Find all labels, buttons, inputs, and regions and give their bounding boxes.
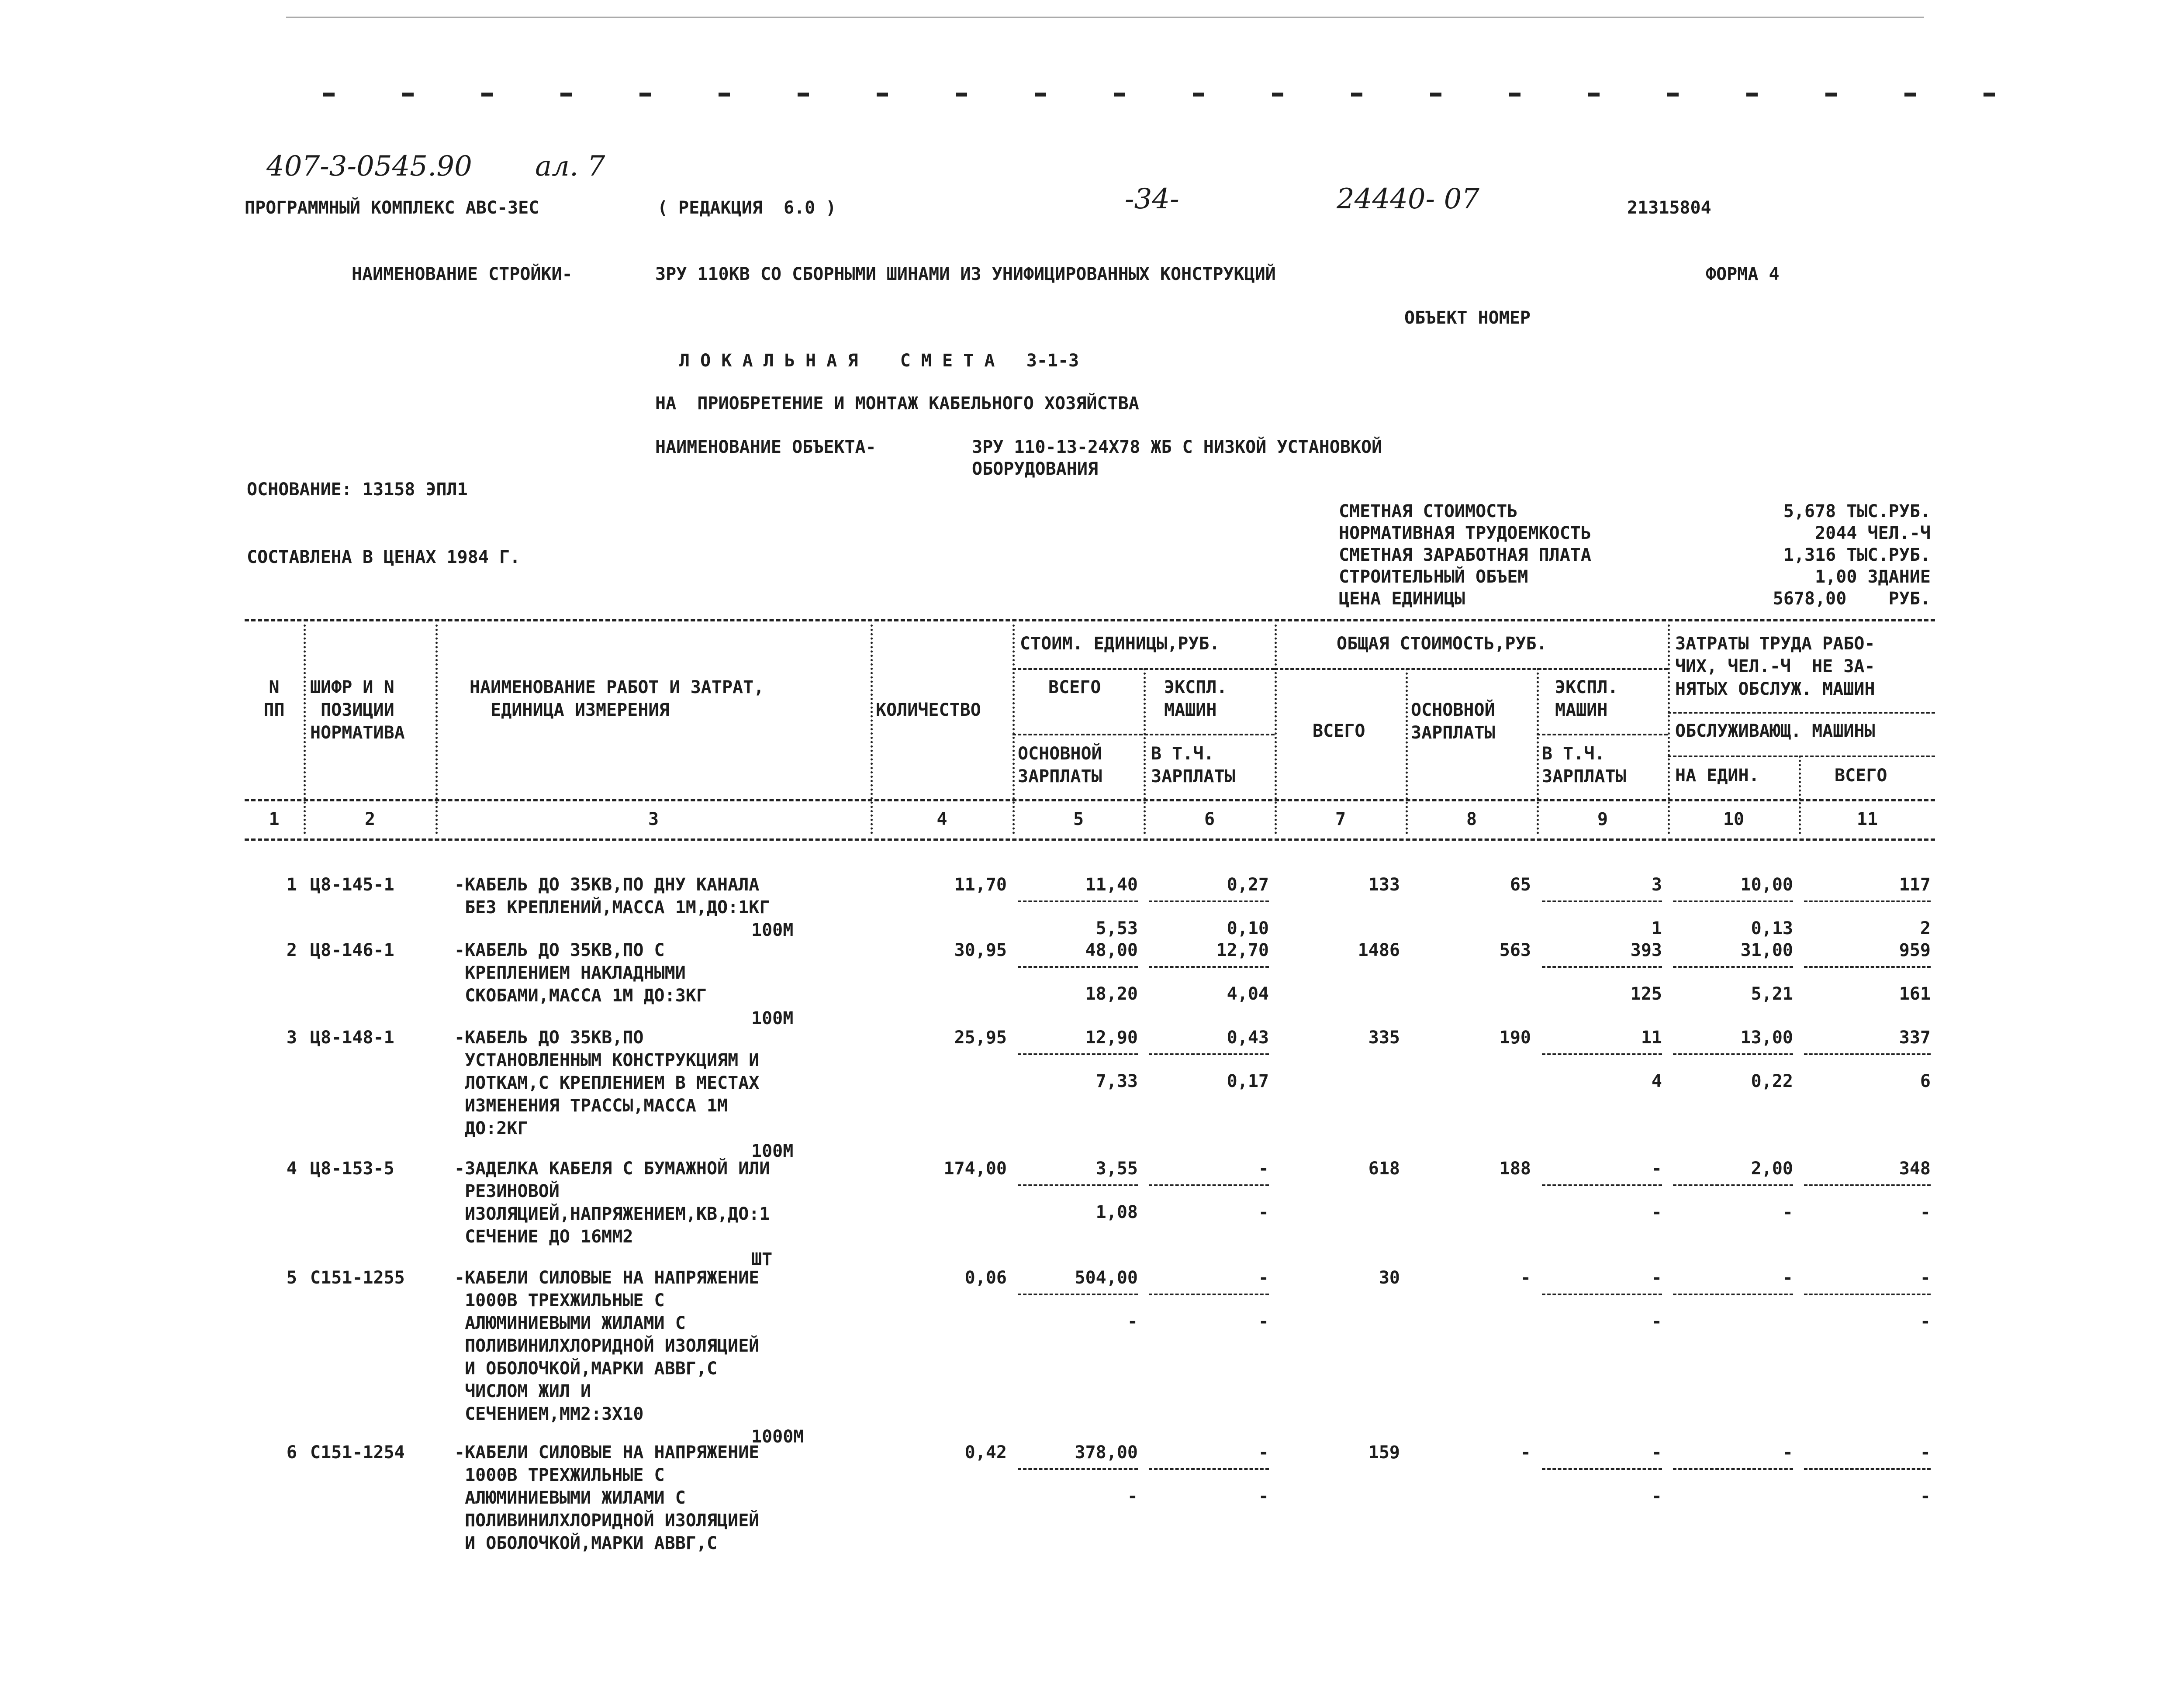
object-name-line1: ЗРУ 110-13-24Х78 ЖБ С НИЗКОЙ УСТАНОВКОЙ — [972, 437, 1382, 457]
col-sep — [304, 625, 306, 834]
perforation-dash — [1984, 93, 1995, 97]
perforation-dash — [877, 93, 888, 97]
header-total-cost: ОБЩАЯ СТОИМОСТЬ,РУБ. — [1337, 634, 1547, 654]
cell-c11b: 2 — [1920, 918, 1931, 938]
cell-divider — [1018, 1294, 1138, 1295]
cell-c11b: - — [1920, 1311, 1931, 1332]
cell-c7: 335 — [1368, 1028, 1400, 1048]
cell-c11: - — [1920, 1442, 1931, 1463]
cell-c5b: - — [1127, 1486, 1138, 1506]
cell-c6b: 4,04 — [1227, 984, 1269, 1004]
header-unit-mach: ЭКСПЛ. МАШИН — [1164, 677, 1227, 720]
cell-c10: 13,00 — [1740, 1028, 1793, 1048]
header-bottom-rule — [245, 799, 1935, 801]
page-title: Л О К А Л Ь Н А Я С М Е Т А 3-1-3 — [679, 351, 1079, 371]
header-inner-rule — [1013, 734, 1275, 735]
column-number: 9 — [1597, 809, 1608, 829]
cell-c9: 3 — [1651, 875, 1662, 895]
construction-name: ЗРУ 110КВ СО СБОРНЫМИ ШИНАМИ ИЗ УНИФИЦИРОВАННЫХ КОНСТРУКЦИЙ — [655, 264, 1276, 284]
cell-c6b: 0,10 — [1227, 918, 1269, 938]
cell-c10: 2,00 — [1751, 1159, 1793, 1179]
cell-c9b: 125 — [1630, 984, 1662, 1004]
perforation-dash — [798, 93, 809, 97]
cell-c10b: 5,21 — [1751, 984, 1793, 1004]
header-unit-cost: СТОИМ. ЕДИНИЦЫ,РУБ. — [1020, 634, 1220, 654]
cell-divider — [1018, 1468, 1138, 1470]
perforation-dash — [1746, 93, 1758, 97]
row-code: Ц8-146-1 — [310, 940, 394, 960]
cell-c11: 959 — [1899, 940, 1931, 960]
row-number: 1 — [286, 875, 297, 895]
summary-value: 5678,00 РУБ. — [1773, 589, 1931, 609]
price-level: СОСТАВЛЕНА В ЦЕНАХ 1984 Г. — [247, 547, 521, 567]
cell-divider — [1542, 966, 1662, 968]
cell-c7: 1486 — [1358, 940, 1400, 960]
cell-c10: - — [1782, 1442, 1793, 1463]
cell-divider — [1542, 1294, 1662, 1295]
cell-c8: - — [1520, 1268, 1531, 1288]
cell-c9: - — [1651, 1159, 1662, 1179]
cell-c6b: - — [1258, 1202, 1269, 1222]
row-name: -КАБЕЛЬ ДО 35КВ,ПО УСТАНОВЛЕННЫМ КОНСТРУКЦИЯМ И ЛОТКАМ,С КРЕПЛЕНИЕМ В МЕСТАХ ИЗМЕНЕНИЯ ТРАССЫ,МАССА 1М ДО:2КГ — [454, 1028, 760, 1139]
edition: ( РЕДАКЦИЯ 6.0 ) — [657, 198, 836, 218]
header-inner-rule — [1013, 668, 1275, 670]
cell-c10b: - — [1782, 1202, 1793, 1222]
cell-divider — [1018, 966, 1138, 968]
cell-c5: 504,00 — [1075, 1268, 1138, 1288]
cell-c8: 65 — [1510, 875, 1531, 895]
perforation-dash — [1193, 93, 1204, 97]
summary-label: СМЕТНАЯ СТОИМОСТЬ — [1339, 501, 1518, 521]
header-unit-mach-wage: В Т.Ч. ЗАРПЛАТЫ — [1151, 744, 1235, 787]
page-number-handwritten: -34- — [1125, 183, 1179, 215]
cell-c8: 190 — [1499, 1028, 1531, 1048]
summary-value: 2044 ЧЕЛ.-Ч — [1815, 523, 1931, 543]
row-name: -КАБЕЛИ СИЛОВЫЕ НА НАПРЯЖЕНИЕ 1000В ТРЕХЖИЛЬНЫЕ С АЛЮМИНИЕВЫМИ ЖИЛАМИ С ПОЛИВИНИЛХЛОРИДНОЙ ИЗОЛЯЦИЕЙ И ОБОЛОЧКОЙ,МАРКИ АВВГ,С ЧИСЛОМ ЖИЛ И СЕЧЕНИЕМ,ММ2:3Х10 — [454, 1268, 760, 1424]
column-number: 2 — [364, 809, 376, 829]
perforation-dash — [719, 93, 730, 97]
cell-c9b: - — [1651, 1202, 1662, 1222]
row-unit: ШТ — [751, 1249, 773, 1270]
doc-code-handwritten: 407-3-0545.90 — [266, 150, 472, 183]
column-number: 6 — [1204, 809, 1215, 829]
cell-divider — [1804, 1294, 1931, 1295]
cell-c11b: - — [1920, 1202, 1931, 1222]
cell-divider — [1542, 1053, 1662, 1055]
colnum-bottom-rule — [245, 838, 1935, 841]
row-name: -ЗАДЕЛКА КАБЕЛЯ С БУМАЖНОЙ ИЛИ РЕЗИНОВОЙ ИЗОЛЯЦИЕЙ,НАПРЯЖЕНИЕМ,КВ,ДО:1 СЕЧЕНИЕ ДО 16ММ2 — [454, 1159, 770, 1247]
perforation-dash — [1904, 93, 1916, 97]
row-unit: 100М — [751, 1008, 794, 1028]
summary-value: 1,316 ТЫС.РУБ. — [1783, 545, 1931, 565]
row-code: С151-1254 — [310, 1442, 405, 1463]
summary-label: ЦЕНА ЕДИНИЦЫ — [1339, 589, 1465, 609]
cell-c8: 188 — [1499, 1159, 1531, 1179]
basis: ОСНОВАНИЕ: 13158 ЭПЛ1 — [247, 480, 468, 500]
header-unit-wage: ОСНОВНОЙ ЗАРПЛАТЫ — [1018, 744, 1102, 787]
cell-c6b: 0,17 — [1227, 1071, 1269, 1091]
column-number: 1 — [269, 809, 280, 829]
cell-divider — [1673, 1294, 1793, 1295]
cell-divider — [1149, 1468, 1269, 1470]
cell-c7: 618 — [1368, 1159, 1400, 1179]
header-labor-total: ВСЕГО — [1835, 766, 1887, 786]
cell-c6b: - — [1258, 1486, 1269, 1506]
cell-c6: - — [1258, 1268, 1269, 1288]
perforation-dash — [1588, 93, 1600, 97]
perforation-dash — [560, 93, 572, 97]
perforation-dash — [639, 93, 651, 97]
perforation-dash — [1825, 93, 1837, 97]
summary-value: 5,678 ТЫС.РУБ. — [1783, 501, 1931, 521]
col-sep — [1668, 625, 1670, 834]
perforation-dash — [1351, 93, 1362, 97]
cell-divider — [1673, 1053, 1793, 1055]
row-unit: 100М — [751, 920, 794, 940]
header-np: N ПП — [263, 677, 285, 720]
top-rule — [286, 17, 1924, 18]
cell-divider — [1149, 901, 1269, 902]
cell-divider — [1673, 901, 1793, 902]
header-name: НАИМЕНОВАНИЕ РАБОТ И ЗАТРАТ, ЕДИНИЦА ИЗМЕРЕНИЯ — [470, 677, 764, 720]
cell-c8: 563 — [1499, 940, 1531, 960]
cell-c11: - — [1920, 1268, 1931, 1288]
perforation-dash — [956, 93, 967, 97]
cell-c5b: 7,33 — [1095, 1071, 1138, 1091]
row-qty: 30,95 — [954, 940, 1007, 960]
summary-label: СМЕТНАЯ ЗАРАБОТНАЯ ПЛАТА — [1339, 545, 1591, 565]
row-code: С151-1255 — [310, 1268, 405, 1288]
row-name: -КАБЕЛЬ ДО 35КВ,ПО ДНУ КАНАЛА БЕЗ КРЕПЛЕНИЙ,МАССА 1М,ДО:1КГ — [454, 875, 770, 918]
cell-c5b: 5,53 — [1095, 918, 1138, 938]
perforation-dash — [1272, 93, 1283, 97]
cell-divider — [1149, 1184, 1269, 1186]
cell-c9: 393 — [1630, 940, 1662, 960]
construction-label: НАИМЕНОВАНИЕ СТРОЙКИ- — [352, 264, 573, 284]
object-label: НАИМЕНОВАНИЕ ОБЪЕКТА- — [655, 437, 876, 457]
cell-c11b: 161 — [1899, 984, 1931, 1004]
cell-c11: 348 — [1899, 1159, 1931, 1179]
cell-c6b: - — [1258, 1311, 1269, 1332]
header-unit-all: ВСЕГО — [1048, 677, 1101, 697]
cell-c7: 133 — [1368, 875, 1400, 895]
cell-divider — [1018, 901, 1138, 902]
cell-divider — [1149, 1053, 1269, 1055]
header-inner-rule — [1275, 668, 1668, 670]
col-sep — [1013, 625, 1015, 834]
cell-c11: 337 — [1899, 1028, 1931, 1048]
cell-divider — [1804, 1468, 1931, 1470]
row-number: 3 — [286, 1028, 297, 1048]
cell-divider — [1018, 1184, 1138, 1186]
col-sep — [435, 625, 438, 834]
cell-c9: - — [1651, 1268, 1662, 1288]
cell-c9b: 1 — [1651, 918, 1662, 938]
cell-c8: - — [1520, 1442, 1531, 1463]
perforation-dash — [1035, 93, 1046, 97]
row-code: Ц8-145-1 — [310, 875, 394, 895]
row-unit: 100М — [751, 1141, 794, 1161]
header-total-wage: ОСНОВНОЙ ЗАРПЛАТЫ — [1411, 700, 1495, 743]
cell-divider — [1804, 901, 1931, 902]
header-qty: КОЛИЧЕСТВО — [876, 700, 981, 720]
perforation-dash — [1509, 93, 1521, 97]
header-labor-unit: НА ЕДИН. — [1675, 766, 1759, 786]
cell-c5b: 18,20 — [1085, 984, 1138, 1004]
perforation-dash — [1667, 93, 1679, 97]
cell-c5: 12,90 — [1085, 1028, 1138, 1048]
row-name: -КАБЕЛИ СИЛОВЫЕ НА НАПРЯЖЕНИЕ 1000В ТРЕХЖИЛЬНЫЕ С АЛЮМИНИЕВЫМИ ЖИЛАМИ С ПОЛИВИНИЛХЛОРИДНОЙ ИЗОЛЯЦИЕЙ И ОБОЛОЧКОЙ,МАРКИ АВВГ,С — [454, 1442, 760, 1553]
cell-c6: - — [1258, 1159, 1269, 1179]
program-name: ПРОГРАММНЫЙ КОМПЛЕКС АВС-3ЕС — [245, 198, 539, 218]
cell-c7: 30 — [1379, 1268, 1400, 1288]
cell-c6: 0,43 — [1227, 1028, 1269, 1048]
object-number: ОБЪЕКТ НОМЕР — [1404, 308, 1531, 328]
header-code: ШИФР И N ПОЗИЦИИ НОРМАТИВА — [310, 677, 405, 743]
cell-divider — [1804, 1184, 1931, 1186]
object-name-line2: ОБОРУДОВАНИЯ — [972, 459, 1098, 479]
doc-number: 21315804 — [1627, 198, 1711, 218]
row-number: 5 — [286, 1268, 297, 1288]
perforation-dash — [1114, 93, 1125, 97]
cell-c5b: 1,08 — [1095, 1202, 1138, 1222]
header-inner-rule — [1537, 734, 1668, 735]
cell-divider — [1542, 1468, 1662, 1470]
cell-divider — [1542, 901, 1662, 902]
header-inner-rule — [1668, 756, 1935, 757]
cell-c5: 11,40 — [1085, 875, 1138, 895]
cell-c10b: 0,22 — [1751, 1071, 1793, 1091]
col-sep — [1275, 625, 1277, 834]
cell-c10: 31,00 — [1740, 940, 1793, 960]
cell-c6: 12,70 — [1216, 940, 1269, 960]
cell-c7: 159 — [1368, 1442, 1400, 1463]
header-total-mach-wage: В Т.Ч. ЗАРПЛАТЫ — [1542, 744, 1626, 787]
perforation-dash — [402, 93, 414, 97]
header-inner-rule — [1668, 712, 1935, 714]
cell-c5: 48,00 — [1085, 940, 1138, 960]
column-number: 11 — [1856, 809, 1878, 829]
cell-c10b: 0,13 — [1751, 918, 1793, 938]
row-qty: 174,00 — [943, 1159, 1007, 1179]
header-total-all: ВСЕГО — [1313, 721, 1365, 741]
row-number: 4 — [286, 1159, 297, 1179]
row-qty: 0,06 — [964, 1268, 1007, 1288]
cell-divider — [1673, 966, 1793, 968]
cell-divider — [1804, 966, 1931, 968]
cell-c5: 378,00 — [1075, 1442, 1138, 1463]
column-number: 10 — [1723, 809, 1745, 829]
table-top-rule — [245, 619, 1935, 621]
column-number: 4 — [936, 809, 947, 829]
cell-c9: - — [1651, 1442, 1662, 1463]
cell-c10: - — [1782, 1268, 1793, 1288]
summary-label: СТРОИТЕЛЬНЫЙ ОБЪЕМ — [1339, 567, 1528, 587]
row-qty: 25,95 — [954, 1028, 1007, 1048]
header-labor-serv: ОБСЛУЖИВАЮЩ. МАШИНЫ — [1675, 721, 1875, 741]
cell-c10: 10,00 — [1740, 875, 1793, 895]
row-number: 6 — [286, 1442, 297, 1463]
header-labor: ЗАТРАТЫ ТРУДА РАБО- ЧИХ, ЧЕЛ.-Ч НЕ ЗА- НЯТЫХ ОБСЛУЖ. МАШИН — [1675, 634, 1875, 699]
cell-c5: 3,55 — [1095, 1159, 1138, 1179]
cell-divider — [1149, 966, 1269, 968]
cell-c11: 117 — [1899, 875, 1931, 895]
perforation-dash — [1430, 93, 1441, 97]
cell-divider — [1018, 1053, 1138, 1055]
header-total-mach: ЭКСПЛ. МАШИН — [1555, 677, 1618, 720]
cell-c11b: - — [1920, 1486, 1931, 1506]
cell-c9b: - — [1651, 1311, 1662, 1332]
cell-divider — [1149, 1294, 1269, 1295]
summary-value: 1,00 ЗДАНИЕ — [1815, 567, 1931, 587]
page-subtitle: НА ПРИОБРЕТЕНИЕ И МОНТАЖ КАБЕЛЬНОГО ХОЗЯЙСТВА — [655, 393, 1139, 414]
row-qty: 11,70 — [954, 875, 1007, 895]
perforation-dash — [481, 93, 493, 97]
album-handwritten: ал. 7 — [535, 150, 605, 183]
cell-divider — [1542, 1184, 1662, 1186]
row-code: Ц8-153-5 — [310, 1159, 394, 1179]
cell-c9: 11 — [1641, 1028, 1662, 1048]
col-sep — [871, 625, 873, 834]
cell-c9b: 4 — [1651, 1071, 1662, 1091]
order-number-handwritten: 24440- 07 — [1337, 183, 1479, 215]
cell-divider — [1804, 1053, 1931, 1055]
cell-c9b: - — [1651, 1486, 1662, 1506]
cell-c6: 0,27 — [1227, 875, 1269, 895]
row-number: 2 — [286, 940, 297, 960]
cell-c6: - — [1258, 1442, 1269, 1463]
cell-c11b: 6 — [1920, 1071, 1931, 1091]
column-number: 5 — [1073, 809, 1084, 829]
row-name: -КАБЕЛЬ ДО 35КВ,ПО С КРЕПЛЕНИЕМ НАКЛАДНЫМИ СКОБАМИ,МАССА 1М ДО:3КГ — [454, 940, 707, 1006]
row-code: Ц8-148-1 — [310, 1028, 394, 1048]
perforation-dash — [323, 93, 335, 97]
column-number: 7 — [1335, 809, 1346, 829]
cell-divider — [1673, 1184, 1793, 1186]
column-number: 8 — [1466, 809, 1477, 829]
form-number: ФОРМА 4 — [1706, 264, 1780, 284]
row-unit: 1000М — [751, 1427, 804, 1447]
cell-divider — [1673, 1468, 1793, 1470]
summary-label: НОРМАТИВНАЯ ТРУДОЕМКОСТЬ — [1339, 523, 1591, 543]
row-qty: 0,42 — [964, 1442, 1007, 1463]
column-number: 3 — [648, 809, 659, 829]
cell-c5b: - — [1127, 1311, 1138, 1332]
